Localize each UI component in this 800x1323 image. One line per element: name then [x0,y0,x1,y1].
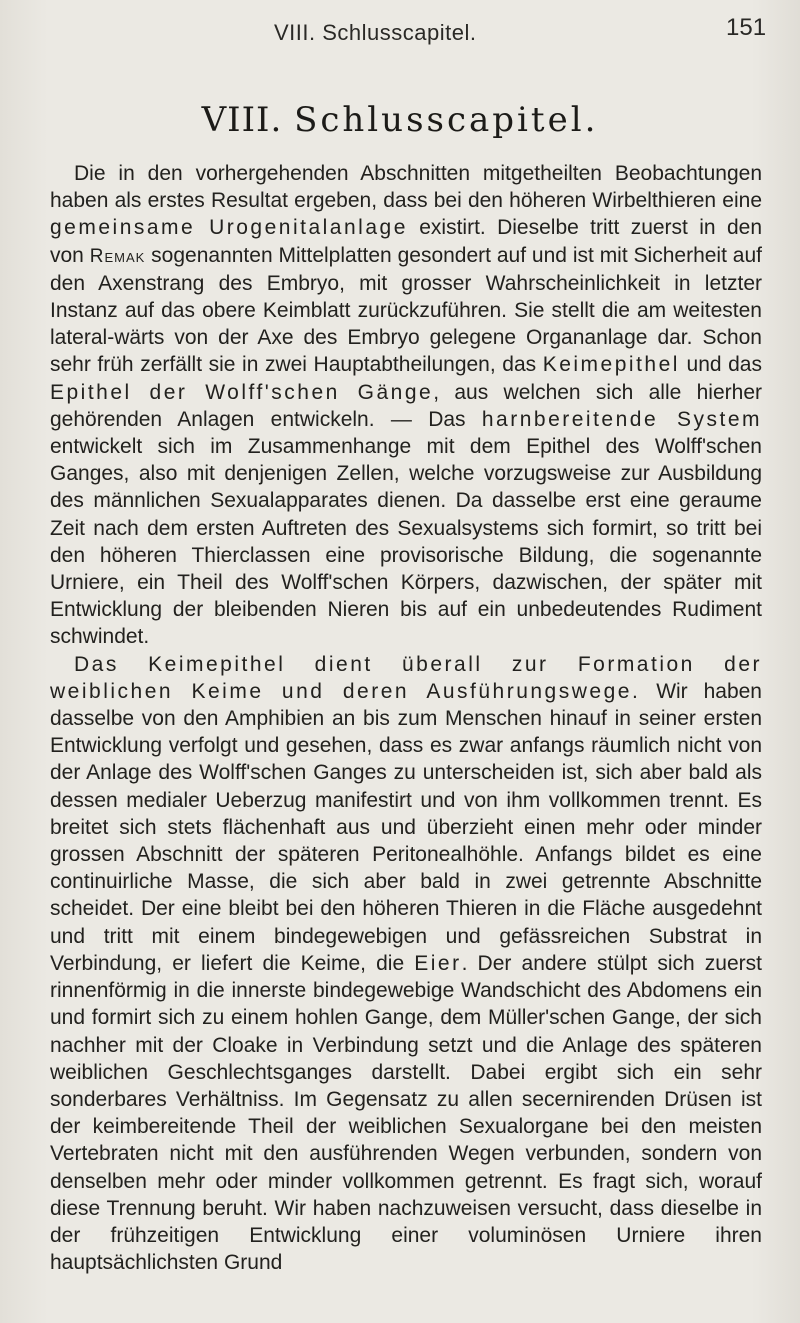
text-segment: Die in den vorhergehenden Abschnitten mitgetheilten Beobachtungen haben als erstes Resultat ergeben, dass bei den höheren Wirbelthieren eine [50,162,762,213]
text-segment: existirt. Dieselbe tritt zuerst in den von [50,216,762,267]
emphasized-term: gemeinsame Urogenitalanlage [50,216,408,240]
text-segment: Wir haben dasselbe von den Amphibien an bis zum Menschen hinauf in seiner ersten Entwicklung verfolgt und gesehen, dass es zwar anfangs räumlich nicht von der Anlage des Wolff'schen Ganges zu unterscheiden ist, sich aber bald als dessen medialer Ueberzug manifestirt und von ihm vollkommen trennt. Es breitet sich stets flächenhaft aus und überzieht einen mehr oder minder grossen Abschnitt der späteren Peritonealhöhle. Anfangs bildet es eine continuirliche Masse, die sich aber bald in zwei getrennte Abschnitte scheidet. Der eine bleibt bei den höheren Thieren in die Fläche ausgedehnt und tritt mit einem bindegewebigen und gefässreichen Substrat in Verbindung, er liefert die Keime, die [50,679,762,975]
text-segment: sogenannten Mittelplatten gesondert auf und ist mit Sicherheit auf den Axenstrang des Embryo, mit grosser Wahrscheinlichkeit in letzter Instanz auf das obere Keimblatt zurückzuführen. Sie stellt die am weitesten lateral-wärts von der Axe des Embryo gelegene Organanlage dar. Schon sehr früh zerfällt sie in zwei Hauptabtheilungen, das [50,243,762,377]
author-name: Remak [89,245,146,267]
chapter-title: Schlusscapitel. [294,100,599,140]
emphasized-sentence: Das Keimepithel dient überall zur Formation der weiblichen Keime und deren Ausführungswege. [50,652,762,703]
emphasized-term: Epithel der Wolff'schen Gänge [50,380,434,404]
body-text [50,160,762,1276]
emphasized-term: Eier [414,951,462,975]
paragraph-1 [50,160,762,651]
running-title: VIII. Schlusscapitel. [274,20,477,45]
emphasized-term: Keimepithel [542,353,680,377]
text-segment: entwickelt sich im Zusammenhange mit dem Epithel des Wolff'schen Ganges, also mit denjenigen Zellen, welche vorzugsweise zur Ausbildung des männlichen Sexualapparates dienen. Da dasselbe erst eine geraume Zeit nach dem ersten Auftreten des Sexualsystems sich formirt, so tritt bei den höheren Thierclassen eine provisorische Bildung, die sogenannte Urniere, ein Theil des Wolff'schen Körpers, dazwischen, der später mit Entwicklung der bleibenden Nieren bis auf ein unbedeutendes Rudiment schwindet. [50,435,762,649]
emphasized-term: harnbereitende System [481,407,762,431]
chapter-number: VIII. [201,100,283,140]
text-segment: und das [679,353,762,377]
text-segment: . Der andere stülpt sich zuerst rinnenförmig in die innerste bindegewebige Wandschicht des Abdomens ein und formirt sich zu einem hohlen Gange, dem Müller'schen Gange, der sich nachher mit der Cloake in Verbindung setzt und die Anlage des späteren weiblichen Geschlechtsganges darstellt. Dabei ergibt sich ein sehr sonderbares Verhältniss. Im Gegensatz zu allen secernirenden Drüsen ist der keimbereitende Theil der weiblichen Sexualorgane bei den meisten Vertebraten nicht mit den ausführenden Wegen verbunden, sondern von denselben mehr oder minder vollkommen getrennt. Es fragt sich, worauf diese Trennung beruht. Wir haben nachzuweisen versucht, dass dieselbe in der frühzeitigen Entwicklung einer voluminösen Urniere ihren hauptsächlichsten Grund [50,951,762,1275]
chapter-heading [0,100,800,140]
running-header [0,14,800,54]
text-segment: , aus welchen sich alle hierher gehörenden Anlagen entwickeln. — Das [50,380,762,431]
paragraph-2 [50,651,762,1277]
page-number: 151 [726,14,767,41]
